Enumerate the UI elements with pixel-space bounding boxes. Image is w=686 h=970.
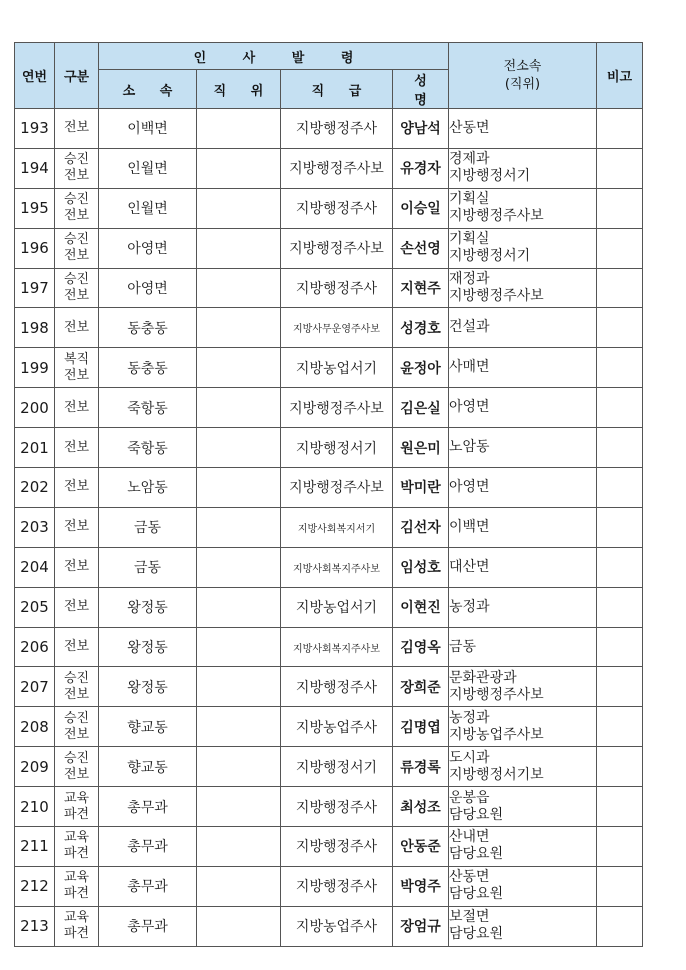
table-row xyxy=(15,428,643,468)
row-type-line: 전보 xyxy=(63,367,90,383)
row-type-line: 승진 xyxy=(63,272,90,287)
row-number: 199 xyxy=(15,348,55,388)
row-department: 총무과 xyxy=(99,866,197,906)
row-type-line: 파견 xyxy=(63,926,90,942)
row-previous-dept xyxy=(449,228,597,268)
table-body xyxy=(15,109,643,947)
row-previous-dept xyxy=(449,468,597,508)
row-grade: 지방사회복지주사보 xyxy=(281,627,393,667)
row-name: 윤정아 xyxy=(393,348,449,388)
row-note xyxy=(597,906,643,946)
row-number: 194 xyxy=(15,148,55,188)
row-department: 총무과 xyxy=(99,906,197,946)
row-position xyxy=(197,428,281,468)
row-type-line: 전보 xyxy=(63,726,90,742)
row-number: 208 xyxy=(15,707,55,747)
row-type-line: 전보 xyxy=(63,248,90,264)
row-note xyxy=(597,866,643,906)
header-seq: 연번 xyxy=(15,43,55,109)
row-type-line: 파견 xyxy=(63,846,90,862)
row-grade: 지방행정서기 xyxy=(281,747,393,787)
row-position xyxy=(197,547,281,587)
row-note xyxy=(597,667,643,707)
row-note xyxy=(597,787,643,827)
table-row xyxy=(15,228,643,268)
row-type-line: 전보 xyxy=(63,479,90,495)
table-row xyxy=(15,188,643,228)
row-type xyxy=(55,308,99,348)
row-type xyxy=(55,148,99,188)
row-name: 류경록 xyxy=(393,747,449,787)
row-position xyxy=(197,468,281,508)
row-note xyxy=(597,268,643,308)
row-department: 금동 xyxy=(99,507,197,547)
table-row xyxy=(15,348,643,388)
row-position xyxy=(197,587,281,627)
header-appointment: 인 사 발 령 xyxy=(99,43,449,70)
row-department: 동충동 xyxy=(99,348,197,388)
row-grade: 지방농업주사 xyxy=(281,906,393,946)
row-previous-dept xyxy=(449,827,597,867)
row-position xyxy=(197,348,281,388)
row-number: 213 xyxy=(15,906,55,946)
row-type-line: 승진 xyxy=(63,152,90,168)
row-previous-dept-line: 건설과 xyxy=(449,319,490,336)
row-position xyxy=(197,228,281,268)
row-type xyxy=(55,627,99,667)
row-name: 지현주 xyxy=(393,268,449,308)
row-previous-dept xyxy=(449,866,597,906)
row-number: 200 xyxy=(15,388,55,428)
row-previous-dept-line: 농정과 xyxy=(449,598,490,615)
header-previous-dept-line2: (직위) xyxy=(504,76,541,92)
row-number: 201 xyxy=(15,428,55,468)
row-previous-dept-line: 지방행정주사보 xyxy=(449,288,544,304)
header-position: 직 위 xyxy=(197,70,281,109)
row-previous-dept-line: 산내면 xyxy=(449,829,490,846)
table-row xyxy=(15,906,643,946)
row-previous-dept-line: 이백면 xyxy=(449,518,490,535)
row-grade: 지방농업서기 xyxy=(281,587,393,627)
row-department: 총무과 xyxy=(99,787,197,827)
row-previous-dept-line: 농정과 xyxy=(449,709,490,726)
row-position xyxy=(197,188,281,228)
row-grade: 지방행정주사 xyxy=(281,188,393,228)
row-note xyxy=(597,468,643,508)
row-position xyxy=(197,627,281,667)
header-previous-dept-line1: 전소속 xyxy=(503,58,542,74)
row-department: 향교동 xyxy=(99,707,197,747)
row-department: 죽항동 xyxy=(99,428,197,468)
row-type xyxy=(55,587,99,627)
table-row xyxy=(15,707,643,747)
row-note xyxy=(597,308,643,348)
header-dept: 소 속 xyxy=(99,70,197,109)
row-name: 김영옥 xyxy=(393,627,449,667)
header-name: 성 명 xyxy=(393,70,449,109)
row-note xyxy=(597,627,643,667)
row-department: 노암동 xyxy=(99,468,197,508)
row-name: 최성조 xyxy=(393,787,449,827)
row-type xyxy=(55,547,99,587)
row-previous-dept xyxy=(449,308,597,348)
row-grade: 지방행정주사보 xyxy=(281,388,393,428)
row-previous-dept-line: 노암동 xyxy=(449,439,490,456)
row-note xyxy=(597,188,643,228)
row-number: 205 xyxy=(15,587,55,627)
row-grade: 지방행정주사보 xyxy=(281,468,393,508)
row-name: 김명엽 xyxy=(393,707,449,747)
row-previous-dept-line: 지방행정서기보 xyxy=(449,766,544,783)
row-type xyxy=(55,268,99,308)
header-type: 구분 xyxy=(55,43,99,109)
table-row xyxy=(15,627,643,667)
row-previous-dept-line: 담당요원 xyxy=(449,846,504,863)
row-number: 204 xyxy=(15,547,55,587)
row-type-line: 전보 xyxy=(63,766,90,782)
row-previous-dept-line: 재정과 xyxy=(449,271,490,287)
row-grade: 지방사무운영주사보 xyxy=(281,308,393,348)
row-grade: 지방사회복지서기 xyxy=(281,507,393,547)
row-note xyxy=(597,228,643,268)
row-number: 197 xyxy=(15,268,55,308)
table-row xyxy=(15,827,643,867)
row-previous-dept-line: 기획실 xyxy=(449,231,490,248)
row-name: 장엄규 xyxy=(393,906,449,946)
row-position xyxy=(197,109,281,149)
row-note xyxy=(597,747,643,787)
row-type-line: 승진 xyxy=(63,192,90,208)
row-number: 210 xyxy=(15,787,55,827)
row-previous-dept-line: 아영면 xyxy=(449,478,490,495)
row-previous-dept-line: 산동면 xyxy=(449,119,490,136)
row-type-line: 전보 xyxy=(63,208,90,224)
table-row xyxy=(15,547,643,587)
row-number: 212 xyxy=(15,866,55,906)
table-row xyxy=(15,388,643,428)
row-previous-dept xyxy=(449,348,597,388)
table-row xyxy=(15,148,643,188)
row-previous-dept xyxy=(449,667,597,707)
row-previous-dept-line: 도시과 xyxy=(449,749,490,766)
row-previous-dept-line: 운봉읍 xyxy=(449,789,490,806)
row-previous-dept xyxy=(449,787,597,827)
row-type-line: 교육 xyxy=(63,910,90,926)
row-department: 금동 xyxy=(99,547,197,587)
row-previous-dept-line: 지방행정주사보 xyxy=(449,686,544,703)
row-department: 동충동 xyxy=(99,308,197,348)
row-previous-dept-line: 지방행정서기 xyxy=(449,168,531,185)
row-position xyxy=(197,148,281,188)
table-header xyxy=(15,43,643,109)
row-type-line: 전보 xyxy=(63,639,90,655)
row-grade: 지방사회복지주사보 xyxy=(281,547,393,587)
row-name: 원은미 xyxy=(393,428,449,468)
row-name: 성경호 xyxy=(393,308,449,348)
row-type xyxy=(55,348,99,388)
row-position xyxy=(197,268,281,308)
row-number: 193 xyxy=(15,109,55,149)
row-previous-dept xyxy=(449,906,597,946)
row-type-line: 파견 xyxy=(63,886,90,902)
row-department: 인월면 xyxy=(99,148,197,188)
row-department: 왕정동 xyxy=(99,667,197,707)
table-row xyxy=(15,587,643,627)
row-name: 유경자 xyxy=(393,148,449,188)
row-previous-dept-line: 지방행정서기 xyxy=(449,248,531,265)
row-type-line: 승진 xyxy=(63,750,90,766)
row-grade: 지방행정주사 xyxy=(281,866,393,906)
row-previous-dept xyxy=(449,188,597,228)
row-type-line: 교육 xyxy=(63,790,90,806)
row-type xyxy=(55,906,99,946)
row-department: 향교동 xyxy=(99,747,197,787)
row-previous-dept xyxy=(449,707,597,747)
row-name: 박영주 xyxy=(393,866,449,906)
row-type-line: 전보 xyxy=(63,599,90,615)
row-type xyxy=(55,428,99,468)
row-previous-dept-line: 담당요원 xyxy=(449,886,504,903)
row-previous-dept-line: 담당요원 xyxy=(449,926,504,943)
row-number: 209 xyxy=(15,747,55,787)
row-note xyxy=(597,148,643,188)
row-number: 211 xyxy=(15,827,55,867)
row-note xyxy=(597,827,643,867)
row-note xyxy=(597,348,643,388)
row-type xyxy=(55,866,99,906)
table-row xyxy=(15,787,643,827)
row-previous-dept-line: 아영면 xyxy=(449,399,490,416)
personnel-table xyxy=(14,42,643,947)
header-grade: 직 급 xyxy=(281,70,393,109)
row-type-line: 전보 xyxy=(63,686,90,702)
row-previous-dept xyxy=(449,109,597,149)
row-grade: 지방행정주사 xyxy=(281,827,393,867)
row-position xyxy=(197,866,281,906)
row-department: 왕정동 xyxy=(99,627,197,667)
row-department: 죽항동 xyxy=(99,388,197,428)
row-previous-dept-line: 기획실 xyxy=(449,191,490,208)
row-previous-dept-line: 사매면 xyxy=(449,359,490,376)
header-previous-dept xyxy=(449,43,597,109)
row-position xyxy=(197,827,281,867)
row-grade: 지방농업주사 xyxy=(281,707,393,747)
row-previous-dept-line: 문화관광과 xyxy=(449,669,517,686)
row-previous-dept-line: 보절면 xyxy=(449,909,490,926)
row-name: 김은실 xyxy=(393,388,449,428)
row-previous-dept xyxy=(449,388,597,428)
row-type-line: 교육 xyxy=(63,830,90,846)
header-note: 비고 xyxy=(597,43,643,109)
row-type-line: 복직 xyxy=(63,351,90,367)
row-name: 이승일 xyxy=(393,188,449,228)
row-type-line: 전보 xyxy=(63,120,90,136)
row-department: 인월면 xyxy=(99,188,197,228)
row-type xyxy=(55,188,99,228)
row-type-line: 전보 xyxy=(63,559,90,575)
row-name: 임성호 xyxy=(393,547,449,587)
row-grade: 지방행정주사보 xyxy=(281,148,393,188)
row-previous-dept xyxy=(449,547,597,587)
row-note xyxy=(597,547,643,587)
row-type-line: 전보 xyxy=(63,519,90,535)
row-number: 207 xyxy=(15,667,55,707)
row-department: 총무과 xyxy=(99,827,197,867)
table-row xyxy=(15,747,643,787)
row-number: 202 xyxy=(15,468,55,508)
row-position xyxy=(197,667,281,707)
row-previous-dept xyxy=(449,268,597,308)
row-grade: 지방행정서기 xyxy=(281,428,393,468)
row-previous-dept-line: 산동면 xyxy=(449,869,490,886)
row-previous-dept-line: 경제과 xyxy=(449,151,490,168)
row-department: 아영면 xyxy=(99,228,197,268)
row-grade: 지방행정주사 xyxy=(281,109,393,149)
row-position xyxy=(197,308,281,348)
row-note xyxy=(597,707,643,747)
row-note xyxy=(597,507,643,547)
row-department: 이백면 xyxy=(99,109,197,149)
row-type xyxy=(55,388,99,428)
row-number: 203 xyxy=(15,507,55,547)
row-type-line: 승진 xyxy=(63,670,90,686)
row-type-line: 전보 xyxy=(63,288,90,303)
row-type-line: 승진 xyxy=(63,232,90,248)
row-type-line: 교육 xyxy=(63,870,90,886)
table-row xyxy=(15,308,643,348)
row-number: 198 xyxy=(15,308,55,348)
row-note xyxy=(597,587,643,627)
table-row xyxy=(15,507,643,547)
row-position xyxy=(197,507,281,547)
table-row xyxy=(15,667,643,707)
row-type xyxy=(55,707,99,747)
row-type-line: 전보 xyxy=(63,399,90,415)
row-type xyxy=(55,228,99,268)
row-grade: 지방행정주사 xyxy=(281,787,393,827)
row-position xyxy=(197,787,281,827)
row-type xyxy=(55,507,99,547)
row-type xyxy=(55,667,99,707)
table-row xyxy=(15,268,643,308)
row-number: 196 xyxy=(15,228,55,268)
row-note xyxy=(597,388,643,428)
row-previous-dept xyxy=(449,507,597,547)
row-type xyxy=(55,109,99,149)
row-number: 195 xyxy=(15,188,55,228)
row-type xyxy=(55,468,99,508)
row-previous-dept-line: 대산면 xyxy=(449,558,490,575)
row-type-line: 전보 xyxy=(63,319,90,335)
row-previous-dept xyxy=(449,428,597,468)
row-type xyxy=(55,787,99,827)
row-type xyxy=(55,747,99,787)
row-note xyxy=(597,109,643,149)
row-department: 아영면 xyxy=(99,268,197,308)
row-grade: 지방행정주사 xyxy=(281,268,393,308)
row-type-line: 전보 xyxy=(63,439,90,455)
row-grade: 지방행정주사보 xyxy=(281,228,393,268)
table-row xyxy=(15,468,643,508)
row-name: 손선영 xyxy=(393,228,449,268)
row-position xyxy=(197,707,281,747)
row-previous-dept xyxy=(449,627,597,667)
row-name: 박미란 xyxy=(393,468,449,508)
row-name: 양남석 xyxy=(393,109,449,149)
row-name: 이현진 xyxy=(393,587,449,627)
table-row xyxy=(15,109,643,149)
row-previous-dept-line: 지방행정주사보 xyxy=(449,208,544,225)
row-number: 206 xyxy=(15,627,55,667)
row-name: 장희준 xyxy=(393,667,449,707)
row-type-line: 파견 xyxy=(63,806,90,822)
row-previous-dept-line: 담당요원 xyxy=(449,806,504,823)
row-previous-dept-line: 금동 xyxy=(449,638,477,655)
row-previous-dept-line: 지방농업주사보 xyxy=(449,726,544,743)
row-grade: 지방행정주사 xyxy=(281,667,393,707)
row-position xyxy=(197,388,281,428)
row-grade: 지방농업서기 xyxy=(281,348,393,388)
row-name: 안동준 xyxy=(393,827,449,867)
row-note xyxy=(597,428,643,468)
row-previous-dept xyxy=(449,747,597,787)
row-type-line: 승진 xyxy=(63,710,90,726)
row-name: 김선자 xyxy=(393,507,449,547)
row-department: 왕정동 xyxy=(99,587,197,627)
row-position xyxy=(197,906,281,946)
table-row xyxy=(15,866,643,906)
row-type-line: 전보 xyxy=(63,168,90,184)
row-position xyxy=(197,747,281,787)
row-previous-dept xyxy=(449,587,597,627)
row-type xyxy=(55,827,99,867)
row-previous-dept xyxy=(449,148,597,188)
